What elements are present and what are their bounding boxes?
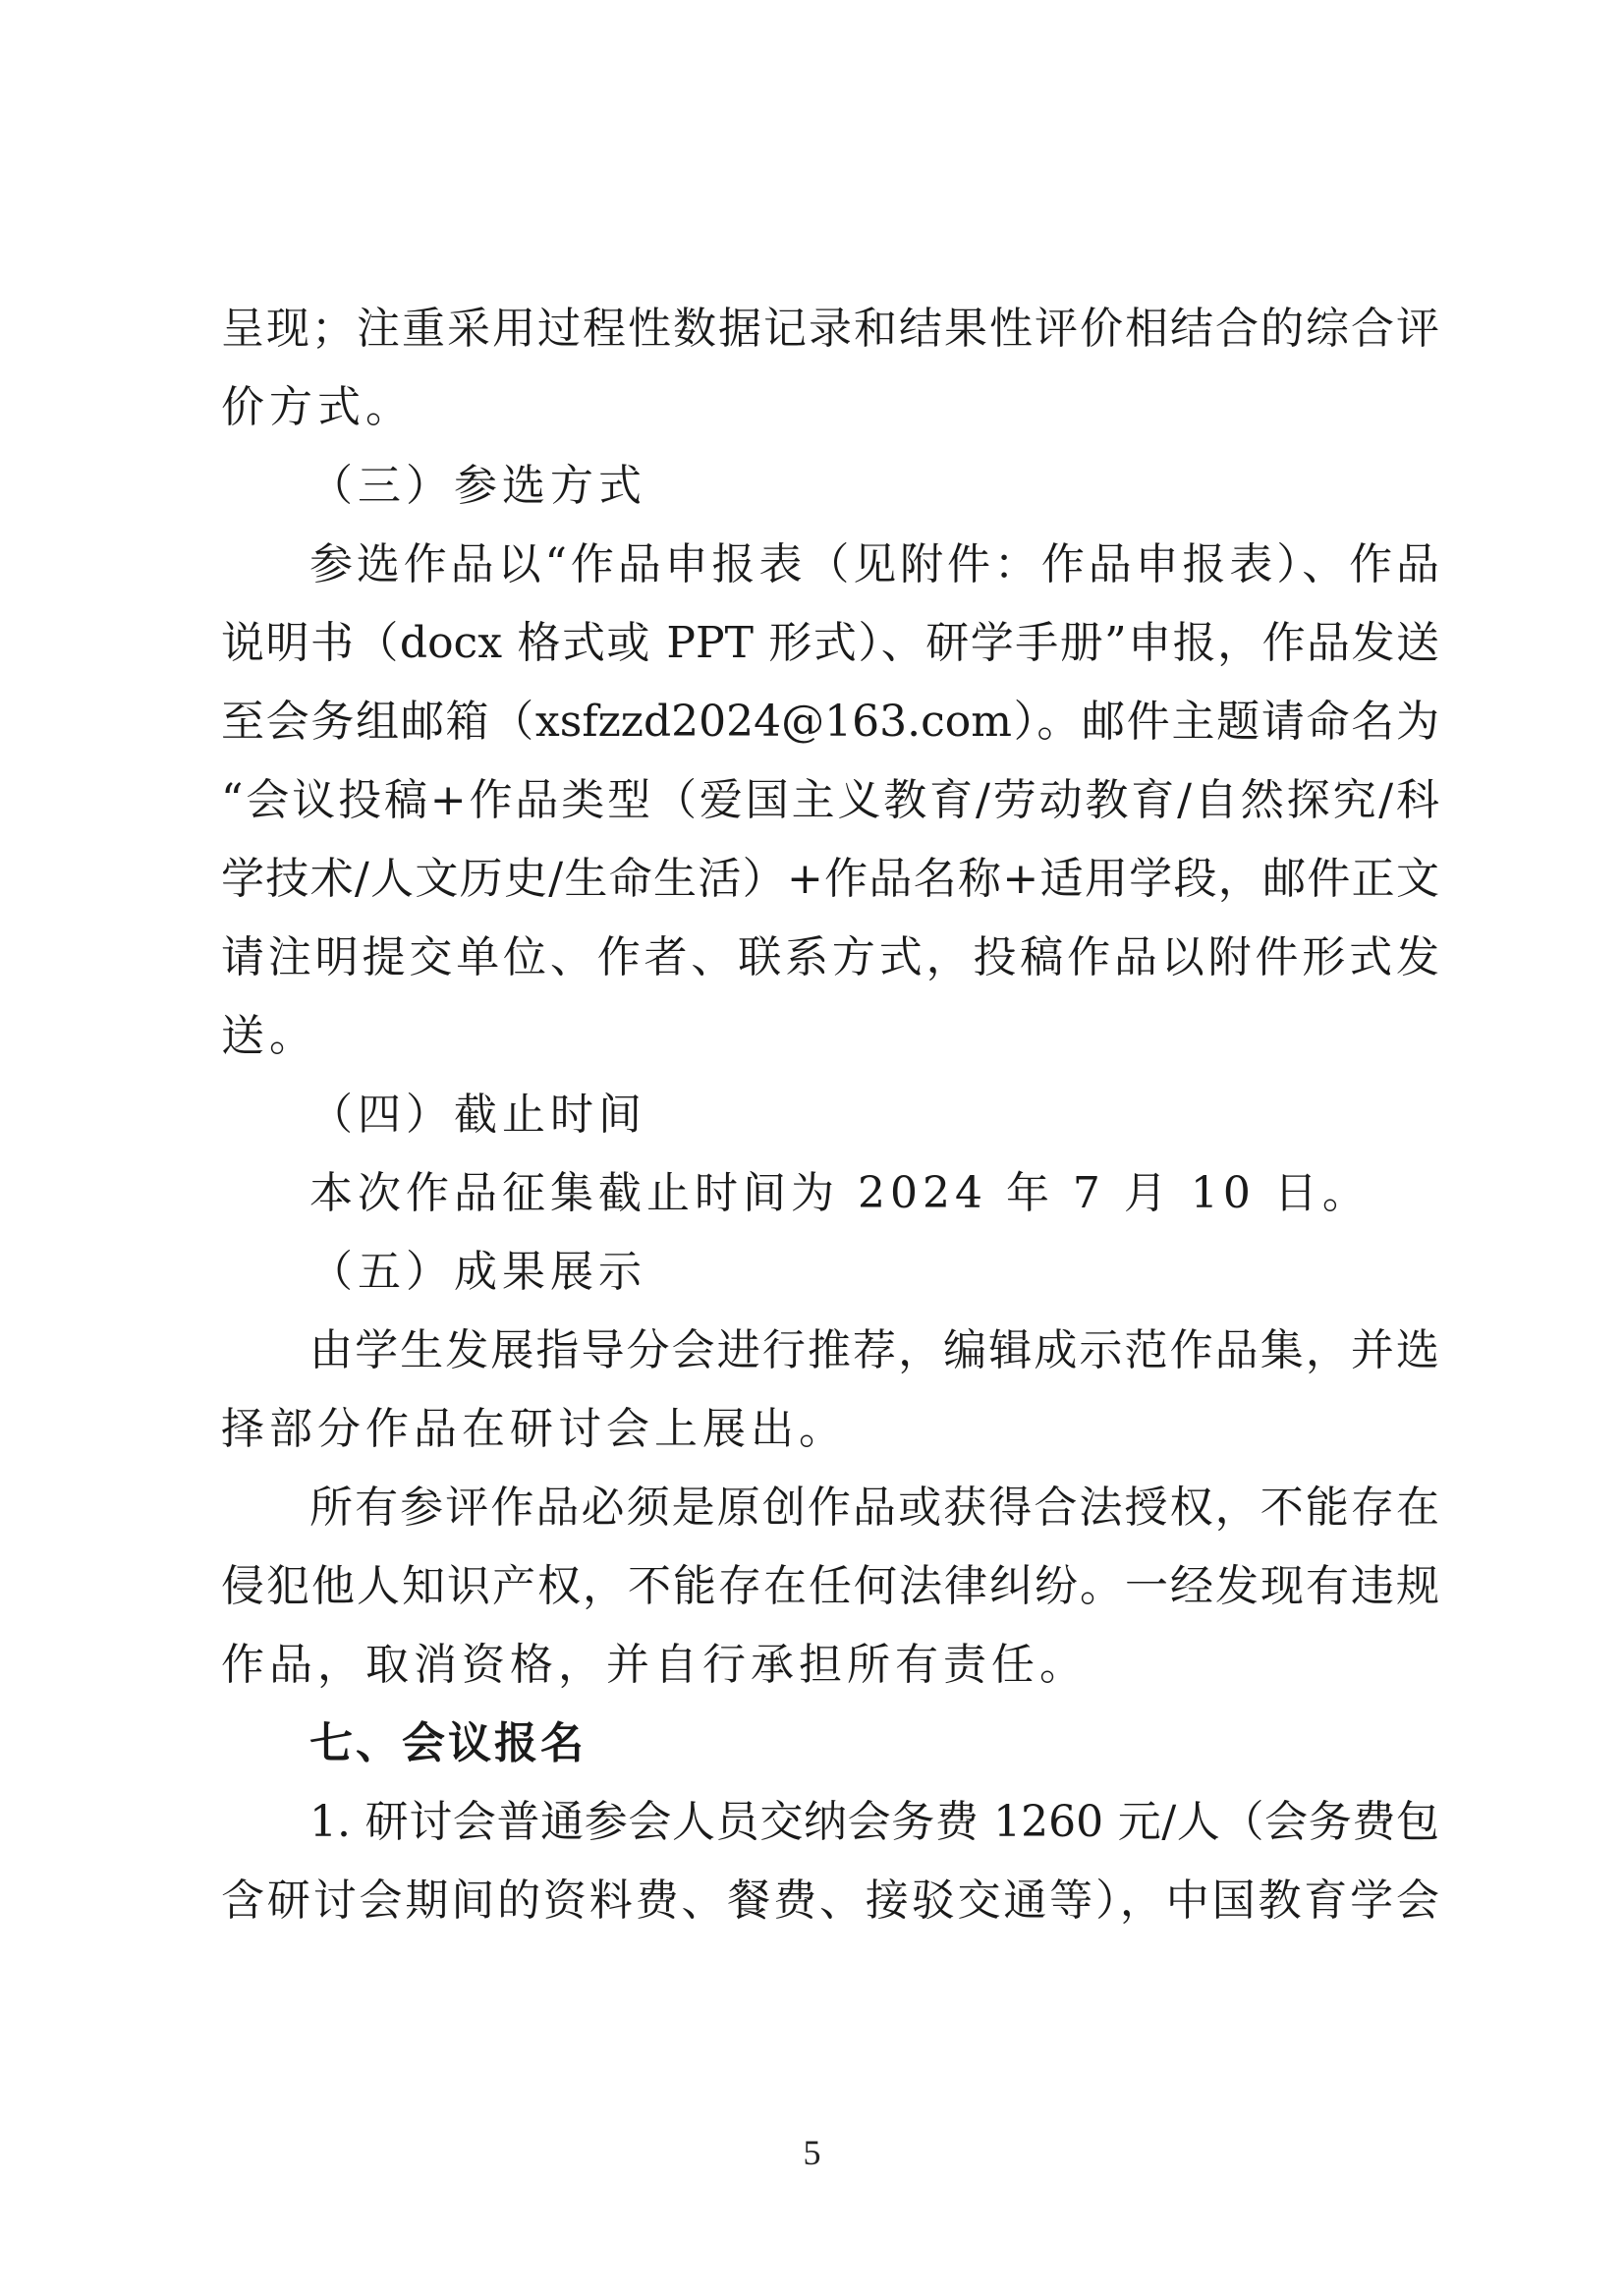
paragraph-line: 送。 [221, 1011, 317, 1061]
paragraph-line: 作品，取消资格，并自行承担所有责任。 [221, 1640, 1088, 1690]
paragraph-line: 参选作品以“作品申报表（见附件：作品申报表）、作品 [309, 539, 1439, 589]
section-heading-registration: 七、会议报名 [309, 1718, 587, 1768]
paragraph-line: “会议投稿+作品类型（爱国主义教育/劳动教育/自然探究/科 [221, 775, 1439, 825]
subheading-deadline: （四）截止时间 [309, 1090, 646, 1140]
paragraph-line: 侵犯他人知识产权，不能存在任何法律纠纷。一经发现有违规 [221, 1561, 1439, 1611]
paragraph-line: 说明书（docx 格式或 PPT 形式）、研学手册”申报，作品发送 [221, 618, 1439, 668]
paragraph-line: 含研讨会期间的资料费、餐费、接驳交通等），中国教育学会 [221, 1876, 1439, 1926]
paragraph-line: 由学生发展指导分会进行推荐，编辑成示范作品集，并选 [309, 1325, 1439, 1375]
subheading-results-display: （五）成果展示 [309, 1247, 646, 1297]
paragraph-line: 价方式。 [221, 382, 414, 432]
document-body [221, 290, 1439, 1940]
paragraph-line: 择部分作品在研讨会上展出。 [221, 1404, 847, 1454]
paragraph-line: 至会务组邮箱（xsfzzd2024@163.com）。邮件主题请命名为 [221, 697, 1439, 747]
subheading-participation-method: （三）参选方式 [309, 461, 646, 511]
paragraph-line: 本次作品征集截止时间为 2024 年 7 月 10 日。 [309, 1168, 1371, 1218]
paragraph-line: 1. 研讨会普通参会人员交纳会务费 1260 元/人（会务费包 [309, 1797, 1439, 1847]
paragraph-line: 学技术/人文历史/生命生活）+作品名称+适用学段，邮件正文 [221, 854, 1439, 904]
paragraph-line: 请注明提交单位、作者、联系方式，投稿作品以附件形式发 [221, 932, 1439, 982]
paragraph-line: 呈现；注重采用过程性数据记录和结果性评价相结合的综合评 [221, 304, 1439, 354]
page-number: 5 [803, 2133, 821, 2172]
paragraph-line: 所有参评作品必须是原创作品或获得合法授权，不能存在 [309, 1483, 1439, 1533]
